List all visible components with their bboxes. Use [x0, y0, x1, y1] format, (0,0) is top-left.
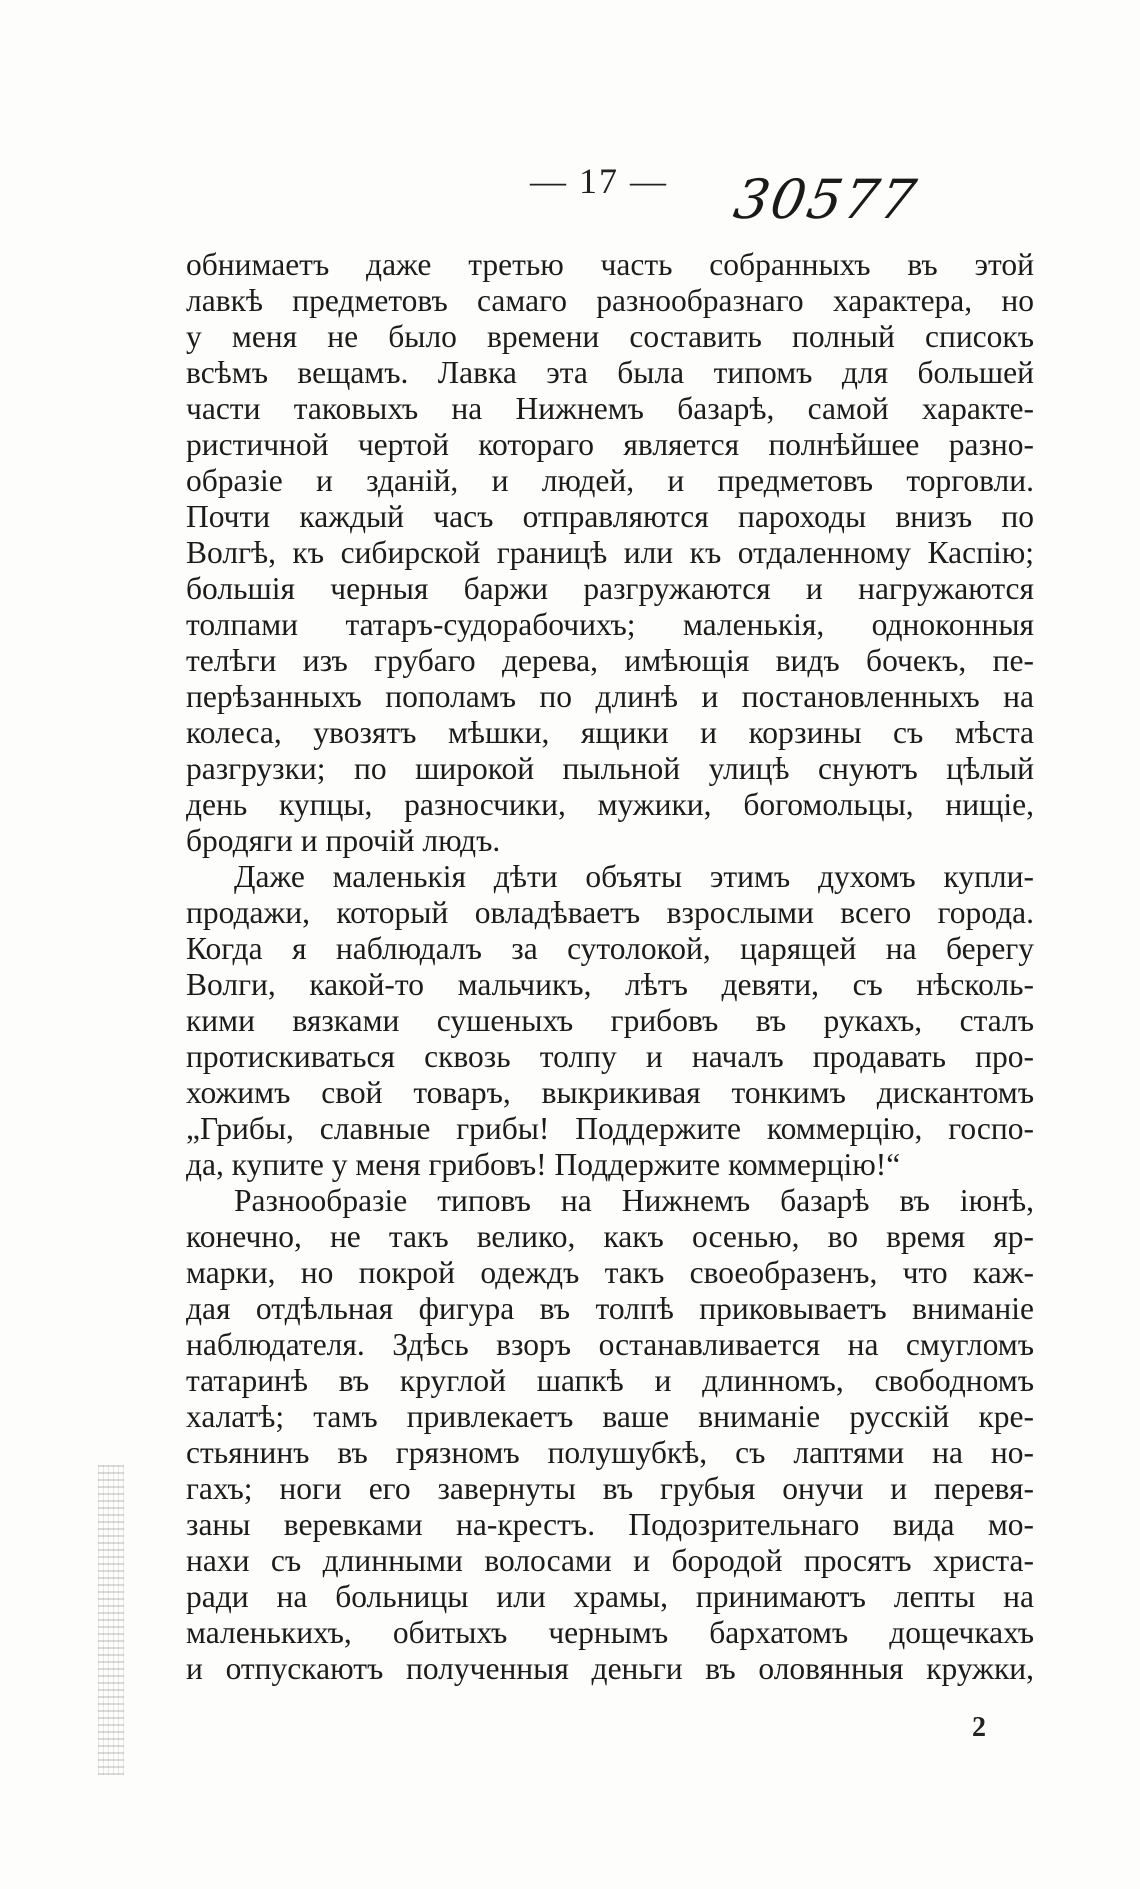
text-line: протискиваться сквозь толпу и началъ продавать про- — [186, 1039, 1034, 1074]
text-line: стьянинъ въ грязномъ полушубкѣ, съ лаптями на но- — [186, 1435, 1034, 1470]
text-line: колеса, увозятъ мѣшки, ящики и корзины съ мѣста — [186, 715, 1034, 750]
text-line: образіе и зданій, и людей, и предметовъ торговли. — [186, 463, 1034, 498]
text-line: кими вязками сушеныхъ грибовъ въ рукахъ, сталъ — [186, 1003, 1034, 1038]
body-text — [186, 247, 1034, 1687]
text-line: татаринѣ въ круглой шапкѣ и длинномъ, свободномъ — [186, 1363, 1034, 1398]
text-line: „Грибы, славные грибы! Поддержите коммерцію, госпо- — [186, 1111, 1034, 1146]
text-line: большія черныя баржи разгружаются и нагружаются — [186, 571, 1034, 606]
text-line: марки, но покрой одеждъ такъ своеобразенъ, что каж- — [186, 1255, 1034, 1290]
text-line: перѣзанныхъ пополамъ по длинѣ и постановленныхъ на — [186, 679, 1034, 714]
page-number: — 17 — — [530, 161, 668, 201]
text-line: ристичной чертой котораго является полнѣйшее разно- — [186, 427, 1034, 462]
text-line: Почти каждый часъ отправляются пароходы внизъ по — [186, 499, 1034, 534]
text-line: наблюдателя. Здѣсь взоръ останавливается на смугломъ — [186, 1327, 1034, 1362]
text-line: да, купите у меня грибовъ! Поддержите коммерцію!“ — [186, 1147, 901, 1182]
text-line: толпами татаръ-судорабочихъ; маленькія, одноконныя — [186, 607, 1034, 642]
printer-signature-mark: 2 — [972, 1712, 986, 1743]
text-line: ради на больницы или храмы, принимаютъ лепты на — [186, 1579, 1034, 1614]
text-line: халатѣ; тамъ привлекаетъ ваше вниманіе русскій кре- — [186, 1399, 1034, 1434]
text-line: обнимаетъ даже третью часть собранныхъ въ этой — [186, 247, 1034, 282]
text-line: у меня не было времени составить полный списокъ — [186, 319, 1034, 354]
text-line: продажи, который овладѣваетъ взрослыми всего города. — [186, 895, 1034, 930]
text-line: дая отдѣльная фигура въ толпѣ приковываетъ вниманіе — [186, 1291, 1034, 1326]
text-line: гахъ; ноги его завернуты въ грубыя онучи и перевя- — [186, 1471, 1034, 1506]
scan-edge-artifact — [98, 1465, 124, 1775]
text-line: заны веревками на-крестъ. Подозрительнаго вида мо- — [186, 1507, 1034, 1542]
text-line: части таковыхъ на Нижнемъ базарѣ, самой характе- — [186, 391, 1034, 426]
handwritten-archive-number: 30577 — [729, 168, 923, 231]
text-line: Волгѣ, къ сибирской границѣ или къ отдаленному Каспію; — [186, 535, 1034, 570]
text-line: и отпускаютъ полученныя деньги въ оловянныя кружки, — [186, 1651, 1034, 1686]
text-line: бродяги и прочій людъ. — [186, 823, 501, 858]
text-line: разгрузки; по широкой пыльной улицѣ снуютъ цѣлый — [186, 751, 1034, 786]
text-line: конечно, не такъ велико, какъ осенью, во время яр- — [186, 1219, 1034, 1254]
text-line: лавкѣ предметовъ самаго разнообразнаго характера, но — [186, 283, 1034, 318]
text-line: Разнообразіе типовъ на Нижнемъ базарѣ въ іюнѣ, — [234, 1183, 1034, 1218]
text-line: Даже маленькія дѣти объяты этимъ духомъ купли- — [234, 859, 1034, 894]
text-line: Волги, какой-то мальчикъ, лѣтъ девяти, съ нѣсколь- — [186, 967, 1034, 1002]
text-line: нахи съ длинными волосами и бородой просятъ христа- — [186, 1543, 1034, 1578]
text-line: день купцы, разносчики, мужики, богомольцы, нищіе, — [186, 787, 1034, 822]
text-line: Когда я наблюдалъ за сутолокой, царящей на берегу — [186, 931, 1034, 966]
text-line: телѣги изъ грубаго дерева, имѣющія видъ бочекъ, пе- — [186, 643, 1034, 678]
text-line: всѣмъ вещамъ. Лавка эта была типомъ для большей — [186, 355, 1034, 390]
text-line: хожимъ свой товаръ, выкрикивая тонкимъ дискантомъ — [186, 1075, 1034, 1110]
text-line: маленькихъ, обитыхъ чернымъ бархатомъ дощечкахъ — [186, 1615, 1034, 1650]
